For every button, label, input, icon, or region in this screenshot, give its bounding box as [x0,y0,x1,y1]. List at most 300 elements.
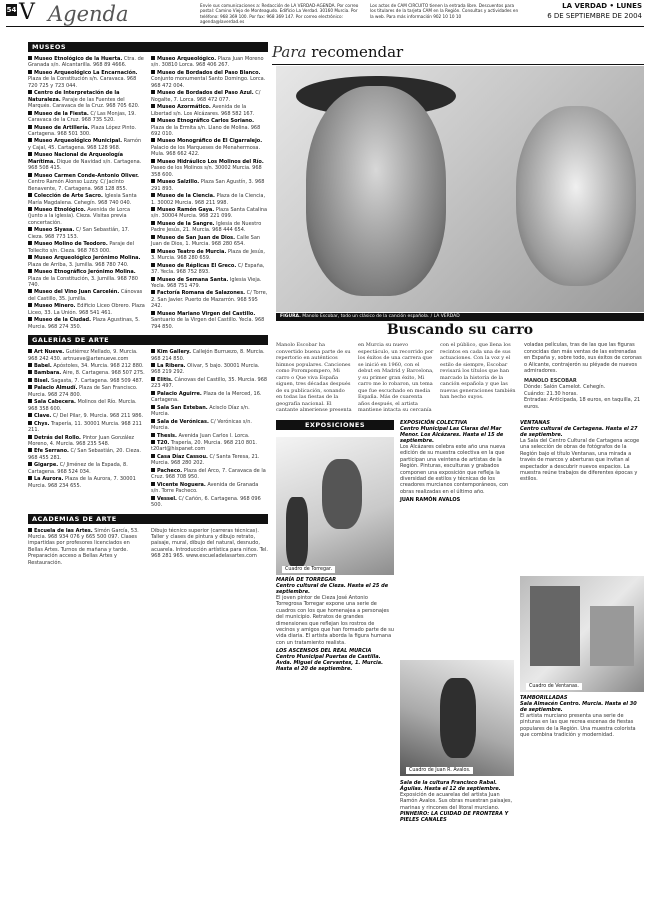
listing-info: Plaza de la Ciencia, 1. 30002 Murcia. 968 211 998. [151,193,266,206]
listing-entry [151,179,268,192]
listing-entry [151,193,268,206]
listing-info: C/ Torre, 2. San Javier. Puerto de Mazarrón. 968 595 242. [151,290,268,310]
listing-info: Calle San Juan de Dios, 1. Murcia. 968 280 654. [151,234,261,248]
listing-entry [151,277,268,290]
expo-colectiva-title: EXPOSICIÓN COLECTIVA [400,420,468,426]
bullet-square-icon [28,289,32,293]
academias-list [28,528,268,568]
museos-col-1 [28,56,145,331]
listing-info: Dibujo técnico superior (carreras técnicas). Taller y clases de pintura y dibujo retrato, paisaje, mural, dibujo del natural, desnudo, acuarela. Introducción artística para niños. Tel. 968 281 965. www.escueladelasartes.com [151,527,268,560]
listing-info: Iglesia de Nuestro Padre Jesús, 21. Murcia. 968 444 654. [151,220,262,234]
event-info-box [524,342,644,410]
listing-info: Plaza Juan Moreno s/n. 30810 Lorca. 968 406 267. [151,56,264,69]
listing-entry [28,462,145,475]
listing-info: Avenida de Granada s/n. Torre Pacheco. [151,481,259,495]
listing-name: Museo de la Ciudad. [34,317,91,324]
listing-info: C/ Santa Teresa, 21. Murcia. 968 280 202. [151,453,260,467]
listing-entry [151,440,268,453]
listing-info: Centro Ramón Alonso Luzzy. C/ Jacinto Benavente, 7. Cartagena. 968 128 855. [28,179,128,192]
listing-name: Museo Minero. [34,303,76,310]
expo-avalos-text: Exposición de acuarelas del artista Juan Ramón Avalos. Sus obras muestran paisajes, marinas y rincones del litoral murciano. [400,792,513,811]
listing-info: Avenida de la Libertad s/n. Los Alcázares. 968 582 167. [151,104,255,117]
listing-name: Efe Serrano. [34,448,69,455]
listing-name: Museo Mariano Virgen del Castillo. [157,310,256,317]
listing-name: Museo de la Fiesta. [34,110,89,117]
listing-entry [151,138,268,157]
academias-heading: ACADEMIAS DE ARTE [28,514,268,524]
bullet-square-icon [151,263,155,267]
bullet-square-icon [151,118,155,122]
header-note-contact: Envíe sus comunicaciones a: Redacción de LA VERDAD-AGENDA. Por correo postal: Camino Viejo de Monteagudo. Edificio La Verdad. 30160 Murcia. Por teléfono: 968 369 100. Por fax: 968 369 147. Por correo electrónico: agenda@laverdad.es [200,3,359,25]
bullet-square-icon [151,138,155,142]
bullet-square-icon [151,468,155,472]
expo-colectiva [400,420,514,503]
listing-entry [151,405,268,418]
listing-info: Avenida Juan Carlos I. Lorca. [178,432,250,439]
listing-name: Gigarpe. [34,462,59,469]
listing-name: Museo Teatro de Murcia. [157,248,227,255]
bullet-square-icon [28,255,32,259]
listing-info: Paseo de los Molinos s/n. 30002 Murcia. 968 358 600. [151,165,262,178]
expo-tamborilladas-title: TAMBORILLADAS [520,695,568,701]
listing-name: Museo Etnográfico Carlos Soriano. [157,118,255,125]
bullet-square-icon [28,125,32,129]
bullet-square-icon [151,235,155,239]
photo-shape [530,586,580,666]
torregar-caption: Cuadro de Torregar. [282,566,335,573]
listing-entry [28,173,145,192]
listing-info: Trapería, 20. Murcia. 968 210 801. t20art@hispanet.com [151,440,258,453]
listing-entry [28,399,145,412]
ficha-title: MANOLO ESCOBAR [524,377,577,384]
manolo-escobar-photo [276,66,644,312]
listing-name: Kim Gallery. [157,349,192,356]
listing-name: Vessel. [157,495,177,502]
listing-name: Art Nueve. [34,349,65,356]
bullet-square-icon [28,173,32,177]
listing-name: Elitis. [157,376,173,383]
listing-entry [28,528,145,567]
listing-entry [28,193,145,206]
listing-name: Palacio Almudí. [34,385,78,392]
listing-info: Plaza de Arriba, 3. Jumilla. 968 780 740. [28,261,129,268]
listing-entry [28,413,145,419]
bullet-square-icon [151,104,155,108]
listing-name: Museo de Semana Santa. [157,276,229,283]
recommend-divider [272,64,644,65]
listing-entry [151,221,268,234]
expo-avalos [400,780,514,823]
bullet-square-icon [28,421,32,425]
listing-info: Edificio Liceo Obrero. Plaza Liceo, 33. La Unión. 968 541 461. [28,303,145,316]
listing-name: Clave. [34,413,52,420]
bullet-square-icon [28,435,32,439]
listing-info: Olivar, 5 bajo. 30001 Murcia. 968 219 292. [151,363,260,376]
listing-entry [28,421,145,434]
listing-info: C/ San Sebastián, 20. Cieza. 968 455 281. [28,448,141,461]
listing-info: Acisclo Díaz s/n. Murcia. [151,404,250,418]
listing-name: Museo Etnológico de la Huerta. [34,56,123,62]
ficha-intro: voladas películas, tras de las que las figuras conocidas dan más ventas de las estrenadas en España y, sobre todo, sus éxitos de coronas o Alicante, contrajerón su pléyade de nuevos admiradores. [524,342,642,374]
listing-entry [151,56,268,69]
listing-entry [28,349,145,362]
listing-entry [28,289,145,302]
expo-tamborilladas-venue: Sala Almacén Centro. Murcia. Hasta el 30 de septiembre. [520,701,637,713]
listing-entry [28,255,145,268]
bullet-square-icon [151,290,155,294]
galerias-col-2 [151,349,268,509]
listing-info: Plaza San Agustín, 3. 968 291 893. [151,179,265,192]
listing-entry [28,317,145,330]
bullet-square-icon [151,193,155,197]
listing-info: Plaza de la Constitución, 3. Jumilla. 968 780 740. [28,275,138,288]
listing-entry [151,290,268,309]
listing-info: Aire, 8. Cartagena. 968 507 275. [62,370,145,377]
listing-info: Paraje del Tollecito s/n. Cieza. 968 763 000. [28,241,135,254]
listing-name: Museo Arqueológico Municipal. [34,138,123,145]
avalos-caption: Cuadro de Juan R. Avalos. [406,767,473,774]
bullet-square-icon [28,528,32,532]
listing-name: Museo de la Ciencia. [157,193,215,200]
listing-name: La Ribera. [157,363,186,370]
issue-date: 6 DE SEPTIEMBRE DE 2004 [547,12,642,20]
bullet-square-icon [151,90,155,94]
article-headline: Buscando su carro [386,322,534,338]
bullet-square-icon [28,385,32,389]
museos-col-2 [151,56,268,331]
listing-name: Thesis. [157,432,177,439]
listing-name: Museo Azormático. [157,104,211,111]
listing-entry [151,496,268,509]
listing-entry [151,468,268,481]
bullet-square-icon [151,377,155,381]
recommend-title-rest: recomendar [311,43,404,61]
bullet-square-icon [28,193,32,197]
expo-realmurcia-title: LOS ASCENSOS DEL REAL MURCIA [276,648,372,655]
listing-entry [151,482,268,495]
listing-info: C/ Del Pilar, 9. Murcia. 968 211 986. [52,413,144,420]
bullet-square-icon [28,56,32,60]
listing-entry [151,391,268,404]
listing-entry [28,476,145,489]
bullet-square-icon [28,378,32,382]
article-body: Manolo Escobar ha convertido buena parte de su repertorio en auténticos himnos populares. Canciones como Porompompero, Mi carro o Que viva España siguen, tres décadas después de su publicación, sonando en todas las fiestas de la geografía nacional. El cantante almeriense presenta en Murcia su nuevo espectáculo, un recorrido por los éxitos de una carrera que se inició en 1960, con el debut en Madrid y Barcelona, y su primer gran éxito, Mi carro me lo robaron, un tema que fue escuchado en media España. Más de cuarenta años después, el artista mantiene intacta su cercanía con el público, que llena los recintos en cada una de sus actuaciones. Con la voz y el estilo de siempre, Escobar revisará los títulos que han marcado la historia de la canción española y que las nuevas generaciones también han hecho suyos. [276,342,516,413]
listings-column [28,42,268,567]
listing-entry [28,269,145,288]
listing-entry [151,90,268,103]
bullet-square-icon [151,496,155,500]
listing-entry [151,118,268,137]
listing-info: Plaza Agustinas, 5. Murcia. 968 274 350. [28,317,140,330]
listing-name: Escuela de las Artes. [34,527,93,534]
listing-info: Sagasta, 7. Cartagena. 968 509 487. [51,377,144,384]
listing-name: Museo Etnográfico Jerónimo Molina. [34,269,136,276]
listing-entry [151,363,268,376]
listing-entry [151,249,268,262]
listing-name: Bambara. [34,370,62,377]
ficha-when: Cuándo: 21.30 horas. [524,390,578,397]
expo-ventanas-title: VENTANAS [520,420,551,426]
listing-name: Babel. [34,363,52,370]
listing-name: Sala San Esteban. [157,404,208,411]
listing-name: Museo Arqueológico. [157,56,217,62]
ventanas-caption: Cuadro de Ventanas. [526,683,582,690]
listing-name: Museo Ramón Gaya. [157,206,215,213]
listing-entry [28,227,145,240]
expo-tamborilladas [520,695,644,739]
listing-info: Cánovas del Castillo, 35. Murcia. 968 223 497. [151,376,268,390]
listing-name: Museo de San Juan de Dios. [157,234,236,241]
listing-info: Conjunto monumental Santo Domingo. Lorca. 968 472 004. [151,76,266,89]
bullet-square-icon [28,227,32,231]
bullet-square-icon [151,277,155,281]
expo-torregar [276,577,394,672]
listing-entry [28,435,145,448]
expo-avalos-venue: Sala de la cultura Francisco Rabal. Águilas. Hasta el 12 de septiembre. [400,780,501,792]
listing-info: Plaza López Pinto. Cartagena. 968 501 300. [28,124,137,137]
listing-name: Museo de Artillería. [34,124,90,131]
listing-name: Palacio Aguirre. [157,390,202,397]
recommend-title [272,43,644,61]
expo-colectiva-venue: Centro Municipal Las Claras del Mar Menor. Los Alcázares. Hasta el 15 de septiembre. [400,426,504,444]
section-title: Agenda [48,2,129,26]
bullet-square-icon [28,370,32,374]
photo-portrait-right [516,106,636,286]
listing-name: Museo de Réplicas El Greco. [157,262,237,269]
expo-colectiva-text: Los Alcázares celebra este año una nueva edición de su muestra colectiva en la que participan una veintena de artistas de la Región. Pinturas, esculturas y grabados componen una exposición que refleja la diversidad de estilos y técnicas de los creadores murcianos contemporáneos, con obras realizadas en el último año. [400,444,509,495]
listing-info: Plaza de la Aurora, 7. 30001 Murcia. 968 234 655. [28,476,136,489]
listing-name: Pacheco. [157,467,183,474]
museos-list [28,56,268,331]
listing-entry [28,70,145,89]
recommend-section [272,43,644,65]
listing-info: Avenida de Lorca (junto a la iglesia). Cieza. Visitas previa concertación. [28,206,131,226]
listing-info: Paraje de las Fuentes del Marqués. Caravaca de la Cruz. 968 705 620. [28,96,140,110]
listing-entry [28,56,145,69]
listing-info: Plaza de la Merced, 16. Cartagena. [151,390,262,404]
ficha-where: Dónde: Salón Camelot. Cehegín. [524,384,606,390]
listing-entry [151,207,268,220]
listing-name: Chys. [34,420,50,427]
photo-figure [440,678,476,758]
photo-figure [322,459,362,529]
listing-info: Plaza Santa Catalina s/n. 30004 Murcia. 968 221 099. [151,206,268,220]
bullet-square-icon [151,433,155,437]
bullet-square-icon [28,462,32,466]
galerias-list [28,349,268,509]
listing-info: Plaza de San Francisco. Murcia. 968 274 800. [28,385,138,398]
listing-name: Colección de Arte Sacro. [34,193,103,200]
bullet-square-icon [28,70,32,74]
expo-pinheiro-title: PINHEIRO: LA CUIDAD DE FRONTERA Y PIELES CANALES [400,811,509,824]
listing-entry [28,448,145,461]
listing-name: Museo Etnológico. [34,206,86,213]
expo-ventanas-venue: Centro cultural de Cartagena. Hasta el 27 de septiembre. [520,426,638,438]
expo-torregar-text: El joven pintor de Cieza José Antonio Torregrosa Torregar expone una serie de cuadros con los que homenajea a personajes del municipio. Retratos de grandes dimensiones que reflejan los rostros de vecinos y amigos que han formado parte de su vida diaria. El artista aborda la figura humana con un tratamiento realista. [276,595,394,646]
expo-ventanas-text: La Sala del Centro Cultural de Cartagena acoge una selección de obras de fotógrafos de la Región bajo el título Ventanas, una mirada a través de marcos y aberturas que invitan al espectador a descubrir nuevos espacios. La muestra reúne trabajos de diferentes épocas y estilos. [520,438,640,483]
expo-torregar-title: MARÍA DE TORREGAR [276,577,337,583]
listing-info: C/ Verónicas s/n. Murcia. [151,418,252,432]
bullet-square-icon [28,413,32,417]
bullet-square-icon [28,349,32,353]
photo-caption [276,313,644,321]
academias-col-1 [28,528,145,568]
photo-figure-2 [286,497,308,567]
listing-info: Apóstoles, 34. Murcia. 968 212 880. [53,363,144,370]
listing-info: Plaza de Jesús, 3. Murcia. 968 280 659. [151,248,265,262]
header-divider [6,26,644,27]
listing-name: Casa Díaz Cassou. [157,453,208,460]
listing-entry [151,235,268,248]
ventanas-photo [520,576,644,692]
page-header [0,0,650,38]
header-note-cam: Los actos de CAM CIRCUITO tienen la entrada libre. Descuentos para los titulares de la tarjeta CAM en la Región. Consultas y actividades en la web. Para más información 902 10 10 10 [370,3,519,19]
listing-info: C/ Las Monjas, 19. Caravaca de la Cruz. 968 735 520. [28,110,136,124]
listing-name: Museo Hidráulico Los Molinos del Río. [157,158,264,165]
bullet-square-icon [151,159,155,163]
listing-entry [28,363,145,369]
expo-ventanas [520,420,644,483]
bullet-square-icon [28,317,32,321]
bullet-square-icon [151,391,155,395]
listing-name: Museo Siyasa. [34,227,75,234]
bullet-square-icon [151,454,155,458]
listing-info: Plaza de la Ermita s/n. Llano de Molina. 968 692 010. [151,124,261,137]
listing-info: C/ Jiménez de la Espada, 8. Cartagena. 968 524 034. [28,462,128,475]
listing-info: Ramón y Cajal, 45. Cartagena. 968 128 968. [28,138,142,151]
listing-info: Plaza del Arco, 7. Caravaca de la Cruz. 968 708 950. [151,467,266,481]
bullet-square-icon [151,207,155,211]
listing-name: Museo Monográfico de El Cigarralejo. [157,138,263,145]
bullet-square-icon [28,303,32,307]
avalos-photo [400,660,514,776]
ficha-tickets: Entradas: Anticipada, 18 euros, en taquilla, 21 euros. [524,397,641,410]
listing-name: Museo de Bordados del Paso Blanco. [157,69,261,76]
listing-entry [151,104,268,117]
listing-entry [151,70,268,89]
bullet-square-icon [28,448,32,452]
bullet-square-icon [28,399,32,403]
listing-name: Museo Nacional de Arqueología Marítima. [28,152,123,165]
bullet-square-icon [28,207,32,211]
listing-entry [28,370,145,376]
expo-realmurcia-venue: Centro Municipal Puertas de Castilla. Avda. Miguel de Cervantes, 1. Murcia. Hasta el 20 de septiembre. [276,654,384,673]
caption-text: Manolo Escobar, todo un clásico de la canción española. / LA VERDAD [302,314,460,319]
listing-name: Bisel. [34,377,50,384]
section-letter: V [19,0,35,25]
academias-col-2 [151,528,268,568]
listing-info: Santuario de la Virgen del Castillo. Yecla. 968 794 850. [151,317,265,330]
listing-entry [28,207,145,226]
bullet-square-icon [151,179,155,183]
listing-name: Museo Molino de Teodoro. [34,241,108,248]
bullet-square-icon [28,363,32,367]
bullet-square-icon [151,221,155,225]
bullet-square-icon [28,152,32,156]
bullet-square-icon [28,111,32,115]
bullet-square-icon [28,138,32,142]
bullet-square-icon [151,405,155,409]
listing-name: Sala Cabecera. [34,399,76,406]
bullet-square-icon [151,363,155,367]
bullet-square-icon [151,249,155,253]
bullet-square-icon [151,70,155,74]
listing-info: C/ San Sebastián, 17. Cieza. 968 773 153. [28,227,130,240]
exposiciones-heading: EXPOSICIONES [276,420,394,430]
torregar-photo [276,437,394,575]
listing-info: Gutiérrez Mellado, 9. Murcia. 968 242 430. artnueve@artenueve.com [28,349,138,362]
listing-entry [28,152,145,171]
bullet-square-icon [151,419,155,423]
listing-info: Callejón Burruezo, 8. Murcia. 968 214 850. [151,349,265,362]
photo-portrait-left [306,86,446,296]
bullet-square-icon [151,482,155,486]
listing-entry [151,311,268,330]
listing-info: C/ Nogalte, 7. Lorca. 968 472 077. [151,90,261,103]
listing-name: Museo de Bordados del Paso Azul. [157,90,254,97]
bullet-square-icon [151,440,155,444]
listing-info: Trapería, 11. 30001 Murcia. 968 211 211. [28,420,142,434]
museos-heading: MUSEOS [28,42,268,52]
listing-entry [28,138,145,151]
bullet-square-icon [28,476,32,480]
listing-info: Molinos del Río. Murcia. 968 358 600. [28,399,137,412]
listing-entry [151,263,268,276]
galerias-heading: GALERÍAS DE ARTE [28,335,268,345]
galerias-col-1 [28,349,145,509]
listing-info: Pintor Juan González Moreno, 4. Murcia. 968 235 548. [28,434,135,448]
bullet-square-icon [151,56,155,60]
listing-entry [28,303,145,316]
listing-info: Cánovas del Castillo, 35. Jumilla. [28,289,143,302]
listing-info: Dique de Navidad s/n. Cartagena. 968 508 415. [28,158,142,172]
bullet-square-icon [28,241,32,245]
listing-entry [151,528,268,560]
listing-entry [151,433,268,439]
listing-info: C/ España, 37. Yecla. 968 752 893. [151,262,265,276]
listing-info: Plaza de la Constitución s/n. Caravaca. 968 720 725 y 723 044. [28,76,137,89]
listing-entry [151,349,268,362]
listing-entry [28,111,145,124]
listing-entry [151,419,268,432]
listing-name: Sala de Verónicas. [157,418,209,425]
listing-name: Vicente Noguera. [157,481,206,488]
listing-entry [151,377,268,390]
listing-info: Iglesia Santa María Magdalena. Cehegín. 968 740 040. [28,193,137,206]
photo-shape [590,606,634,666]
exposiciones-heading-wrap [276,420,394,430]
bullet-square-icon [28,269,32,273]
listing-entry [28,385,145,398]
listing-name: Centro de Interpretación de la Naturaleza. [28,90,120,103]
listing-info: Palacio de los Marqueses de Menahermosa. Mula. 968 662 422. [151,144,261,158]
listing-info: Iglesia Vieja. Yecla. 968 751 479. [151,276,262,289]
listing-entry [151,159,268,178]
caption-label: FIGURA. [280,314,301,319]
bullet-square-icon [28,90,32,94]
listing-info: Simón García, 53. Murcia. 968 934 076 y 665 500 097. Clases impartidas por profesores licenciados en Bellas Artes. Turnos de mañana y tarde. Preparación acceso a Bellas Artes y Restauración. [28,527,139,566]
listing-name: Detrás del Rollo. [34,434,81,441]
listing-info: Ctra. de Granada s/n. Alcantarilla. 968 89 4666. [28,56,144,69]
bullet-square-icon [151,311,155,315]
listing-name: Museo del Vino Juan Carcelén. [34,289,120,296]
page-number: 54 [6,6,17,14]
expo-tamborilladas-text: El artista murciano presenta una serie de pinturas en las que recrea escenas de fiestas populares de la Región. Una muestra colorista que combina tradición y modernidad. [520,713,636,739]
bullet-square-icon [151,349,155,353]
listing-name: La Aurora. [34,476,64,483]
listing-name: Museo Arqueológico La Encarnación. [34,69,138,76]
listing-info: C/ Cañón, 6. Cartagena. 968 096 500. [151,495,261,509]
